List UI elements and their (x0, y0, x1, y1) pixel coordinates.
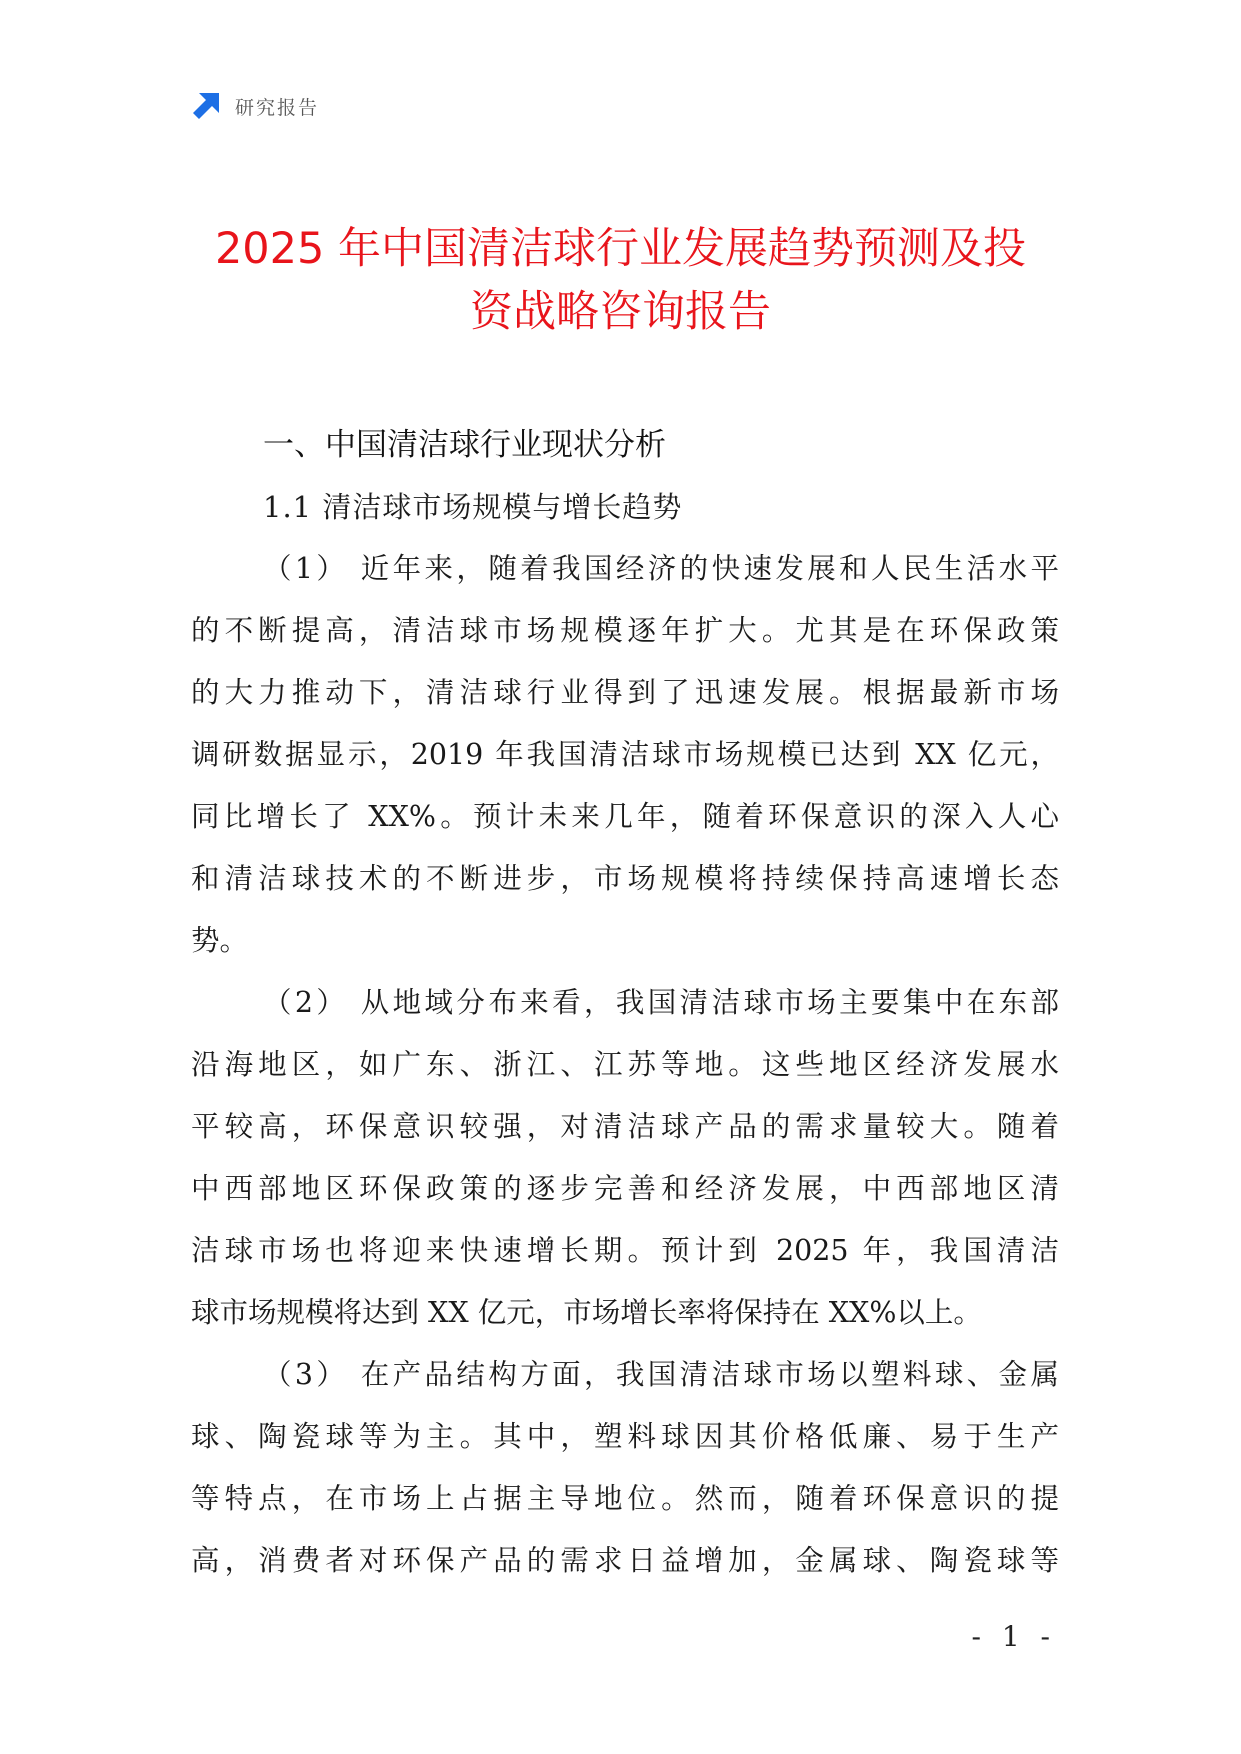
main-content (191, 414, 1059, 1592)
subsection-heading: 1.1 清洁球市场规模与增长趋势 (263, 490, 683, 524)
paragraph-line: 的大力推动下，清洁球行业得到了迅速发展。根据最新市场 (191, 676, 1059, 709)
section-heading: 一、中国清洁球行业现状分析 (263, 427, 666, 463)
paragraph-line: 势。 (191, 924, 249, 957)
paragraph-2 (191, 972, 1059, 1344)
paragraph-line: 同比增长了 XX%。预计未来几年，随着环保意识的深入人心 (191, 800, 1059, 833)
paragraph-3 (191, 1344, 1059, 1592)
document-title (120, 218, 1121, 344)
paragraph-line: 的不断提高，清洁球市场规模逐年扩大。尤其是在环保政策 (191, 614, 1059, 647)
paragraph-line: 中西部地区环保政策的逐步完善和经济发展，中西部地区清 (191, 1172, 1059, 1205)
arrow-up-right-icon (191, 91, 221, 121)
paragraph-line: 高，消费者对环保产品的需求日益增加，金属球、陶瓷球等 (191, 1544, 1059, 1577)
paragraph-line: 调研数据显示，2019 年我国清洁球市场规模已达到 XX 亿元， (191, 738, 1059, 771)
paragraph-line: 球、陶瓷球等为主。其中，塑料球因其价格低廉、易于生产 (191, 1420, 1059, 1453)
paragraph-line: （2） 从地域分布来看，我国清洁球市场主要集中在东部 (263, 986, 1059, 1019)
report-header (191, 88, 319, 124)
paragraph-line: 等特点，在市场上占据主导地位。然而，随着环保意识的提 (191, 1482, 1059, 1515)
page-number: - 1 - (971, 1620, 1056, 1653)
paragraph-line: 平较高，环保意识较强，对清洁球产品的需求量较大。随着 (191, 1110, 1059, 1143)
title-line-1: 2025 年中国清洁球行业发展趋势预测及投 (214, 224, 1027, 274)
paragraph-line: 沿海地区，如广东、浙江、江苏等地。这些地区经济发展水 (191, 1048, 1059, 1081)
paragraph-line: 球市场规模将达到 XX 亿元，市场增长率将保持在 XX%以上。 (191, 1296, 982, 1329)
paragraph-1 (191, 538, 1059, 972)
paragraph-line: 洁球市场也将迎来快速增长期。预计到 2025 年，我国清洁 (191, 1234, 1059, 1267)
paragraph-line: （3） 在产品结构方面，我国清洁球市场以塑料球、金属 (263, 1358, 1059, 1391)
header-label: 研究报告 (235, 96, 320, 119)
paragraph-line: （1） 近年来，随着我国经济的快速发展和人民生活水平 (263, 552, 1059, 585)
title-line-2: 资战略咨询报告 (470, 287, 771, 337)
paragraph-line: 和清洁球技术的不断进步，市场规模将持续保持高速增长态 (191, 862, 1059, 895)
